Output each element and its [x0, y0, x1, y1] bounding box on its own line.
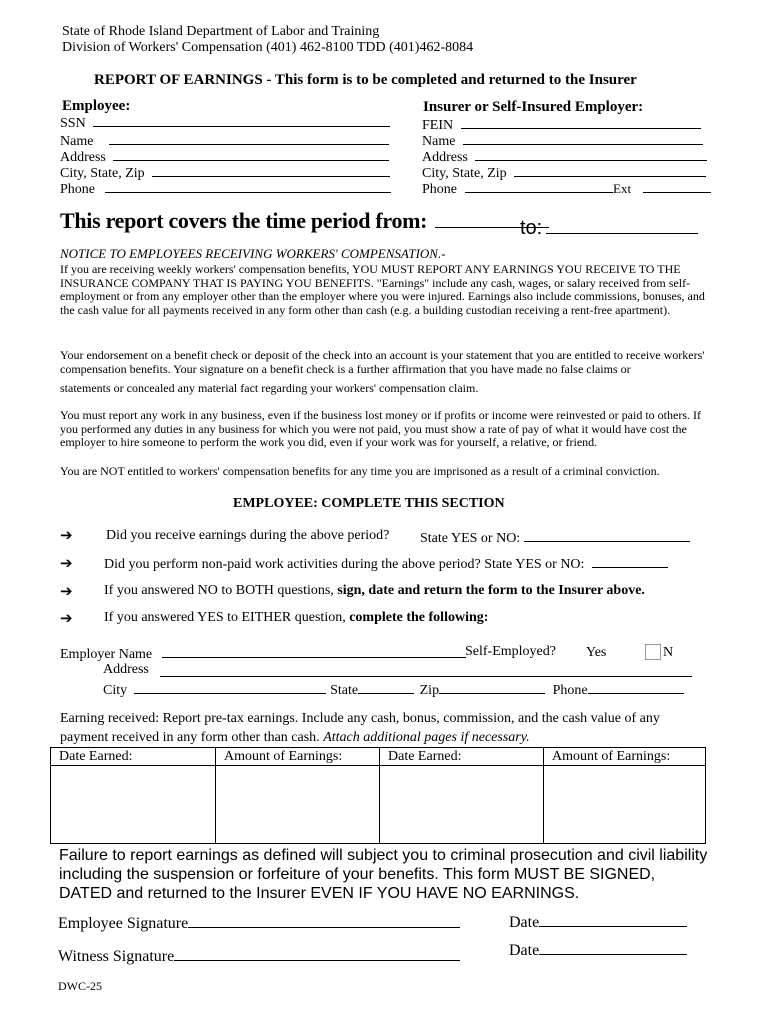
arrow-icon: ➔ — [60, 526, 73, 544]
self-employed-label: Self-Employed? — [465, 644, 556, 659]
period-row — [60, 208, 549, 234]
form-id: DWC-25 — [58, 979, 102, 993]
ssn-field[interactable] — [93, 114, 390, 127]
employer-phone-field[interactable] — [588, 681, 684, 694]
column-amount-1: Amount of Earnings: — [216, 748, 380, 766]
self-employed-yes-label: Yes — [586, 645, 607, 660]
ext-field[interactable] — [643, 180, 711, 193]
employer-address-field[interactable] — [160, 664, 692, 682]
witness-date-field[interactable] — [539, 940, 687, 955]
notice-paragraph-2: Your endorsement on a benefit check or deposit of the check into an account is your statement that you are entitled to receive workers' compensation benefits. Your signature on a benefit check is a further affirmation that you have made no false claims or — [60, 348, 705, 376]
question-1-state-label: State YES or NO: — [420, 531, 521, 546]
instruction-no-text: If you answered NO to BOTH questions, — [104, 583, 338, 598]
column-amount-2: Amount of Earnings: — [544, 748, 706, 766]
witness-date-label: Date — [509, 942, 540, 959]
column-date-earned-2: Date Earned: — [380, 748, 544, 766]
warning-text: Failure to report earnings as defined will subject you to criminal prosecution and civil liability including the suspension or forfeiture of your benefits. This form MUST BE SIGNED, DATED and returned to the Insurer EVEN IF YOU HAVE NO EARNINGS. — [59, 847, 708, 902]
insurer-name-field[interactable] — [463, 132, 703, 145]
employee-date-label: Date — [509, 914, 540, 931]
question-1: Did you receive earnings during the above period? — [106, 528, 390, 543]
employee-date-row — [509, 912, 687, 932]
insurer-phone-row — [422, 180, 711, 198]
question-2-row — [104, 555, 668, 573]
earnings-note-2 — [60, 730, 530, 746]
employer-zip-field[interactable] — [439, 681, 545, 694]
notice-paragraph-4: You are NOT entitled to workers' compensation benefits for any time you are imprisoned as a result of a criminal conviction. — [60, 464, 660, 478]
column-date-earned-1: Date Earned: — [51, 748, 216, 766]
insurer-heading: Insurer or Self-Insured Employer: — [423, 99, 644, 115]
employee-phone-field[interactable] — [105, 180, 391, 193]
earnings-note-2-italic: Attach additional pages if necessary. — [323, 730, 530, 745]
name-label: Name — [60, 134, 94, 149]
employer-address-label: Address — [103, 662, 149, 677]
question-2: Did you perform non-paid work activities during the above period? State YES or NO: — [104, 557, 585, 572]
agency-name: State of Rhode Island Department of Labor and Training — [62, 24, 380, 39]
employee-address-field[interactable] — [113, 148, 389, 161]
earnings-cell-date-1[interactable] — [51, 766, 216, 844]
insurer-phone-field[interactable] — [465, 180, 613, 193]
employer-state-label: State — [330, 683, 359, 698]
fein-field[interactable] — [461, 116, 701, 129]
employer-name-field[interactable] — [162, 645, 466, 658]
instruction-no-bold: sign, date and return the form to the Insurer above. — [337, 583, 645, 598]
employee-phone-row — [60, 180, 391, 198]
notice-paragraph-3: You must report any work in any business, even if the business lost money or if profits or income were reinvested or paid to others. If you performed any duties in any business for which you were not paid, you must show a rate of pay of what it would have cost the employer to hire someone to perform the work you did, even if your work was for yourself, a relative, or friend. — [60, 408, 701, 449]
instruction-yes-bold: complete the following: — [349, 610, 489, 625]
period-to-row — [520, 215, 698, 240]
employer-city-row — [103, 681, 684, 699]
name-label: Name — [422, 134, 456, 149]
self-employed-checkbox[interactable] — [645, 643, 661, 661]
employee-heading: Employee: — [62, 98, 131, 114]
witness-date-row — [509, 940, 687, 960]
insurer-address-field[interactable] — [475, 148, 707, 161]
employer-city-label: City — [103, 683, 128, 698]
instruction-no — [104, 583, 645, 599]
employee-name-field[interactable] — [109, 132, 389, 145]
witness-signature-field[interactable] — [174, 946, 460, 961]
employee-signature-label: Employee Signature — [58, 915, 189, 932]
instruction-yes — [104, 610, 488, 626]
question-1-answer-row — [420, 529, 690, 547]
arrow-icon: ➔ — [60, 609, 73, 627]
period-from-label: This report covers the time period from: — [60, 208, 428, 233]
ext-label: Ext — [613, 181, 632, 196]
witness-signature-label: Witness Signature — [58, 948, 175, 965]
phone-label: Phone — [422, 182, 457, 197]
period-to-label: to: — [520, 217, 543, 239]
question-1-answer-field[interactable] — [524, 529, 690, 542]
employer-phone-label: Phone — [552, 683, 588, 698]
city-label: City, State, Zip — [422, 166, 507, 181]
employer-address-row — [103, 662, 149, 678]
phone-label: Phone — [60, 182, 95, 197]
employer-state-field[interactable] — [358, 681, 414, 694]
employee-signature-row — [58, 913, 460, 933]
witness-signature-row — [58, 946, 460, 966]
employer-zip-label: Zip — [419, 683, 440, 698]
insurer-city-field[interactable] — [514, 164, 706, 177]
period-to-field[interactable] — [546, 215, 698, 234]
employee-city-field[interactable] — [152, 164, 390, 177]
arrow-icon: ➔ — [60, 582, 73, 600]
instruction-yes-text: If you answered YES to EITHER question, — [104, 610, 350, 625]
notice-heading: NOTICE TO EMPLOYEES RECEIVING WORKERS' COMPENSATION.- — [60, 246, 446, 261]
earnings-cell-amount-2[interactable] — [544, 766, 706, 844]
employer-name-label: Employer Name — [60, 647, 153, 662]
earnings-cell-amount-1[interactable] — [216, 766, 380, 844]
self-employed-no-label: N — [663, 645, 674, 660]
earnings-table — [50, 747, 706, 844]
employee-signature-field[interactable] — [188, 913, 460, 928]
division-contact: Division of Workers' Compensation (401) 462-8100 TDD (401)462-8084 — [62, 40, 474, 55]
address-label: Address — [422, 150, 468, 165]
form-title: REPORT OF EARNINGS - This form is to be completed and returned to the Insurer — [94, 72, 637, 88]
city-label: City, State, Zip — [60, 166, 145, 181]
employer-city-field[interactable] — [134, 681, 326, 694]
notice-paragraph-2b: statements or concealed any material fact regarding your workers' compensation claim. — [60, 381, 479, 395]
arrow-icon: ➔ — [60, 554, 73, 572]
address-label: Address — [60, 150, 106, 165]
section-heading: EMPLOYEE: COMPLETE THIS SECTION — [233, 496, 505, 511]
employee-date-field[interactable] — [539, 912, 687, 927]
notice-paragraph-1: If you are receiving weekly workers' compensation benefits, YOU MUST REPORT ANY EARNINGS YOU RECEIVE TO THE INSURANCE COMPANY THAT IS PAYING YOU BENEFITS. "Earnings" include any cash, wages, or salary received from self-employment or from any employer other than the employer where you were injured. Earnings also include commissions, bonuses, and the cash value for all payments received in any form other than cash (e.g. a building custodian receiving a rent-free apartment). — [60, 262, 705, 317]
employer-name-row — [60, 645, 466, 663]
earnings-cell-date-2[interactable] — [380, 766, 544, 844]
earnings-note-2-text: payment received in any form other than cash. — [60, 730, 324, 745]
fein-label: FEIN — [422, 118, 454, 133]
employee-ssn-row — [60, 114, 390, 132]
earnings-note-1: Earning received: Report pre-tax earnings. Include any cash, bonus, commission, and the cash value of any — [60, 711, 660, 726]
ssn-label: SSN — [60, 116, 86, 131]
question-2-answer-field[interactable] — [592, 555, 668, 568]
